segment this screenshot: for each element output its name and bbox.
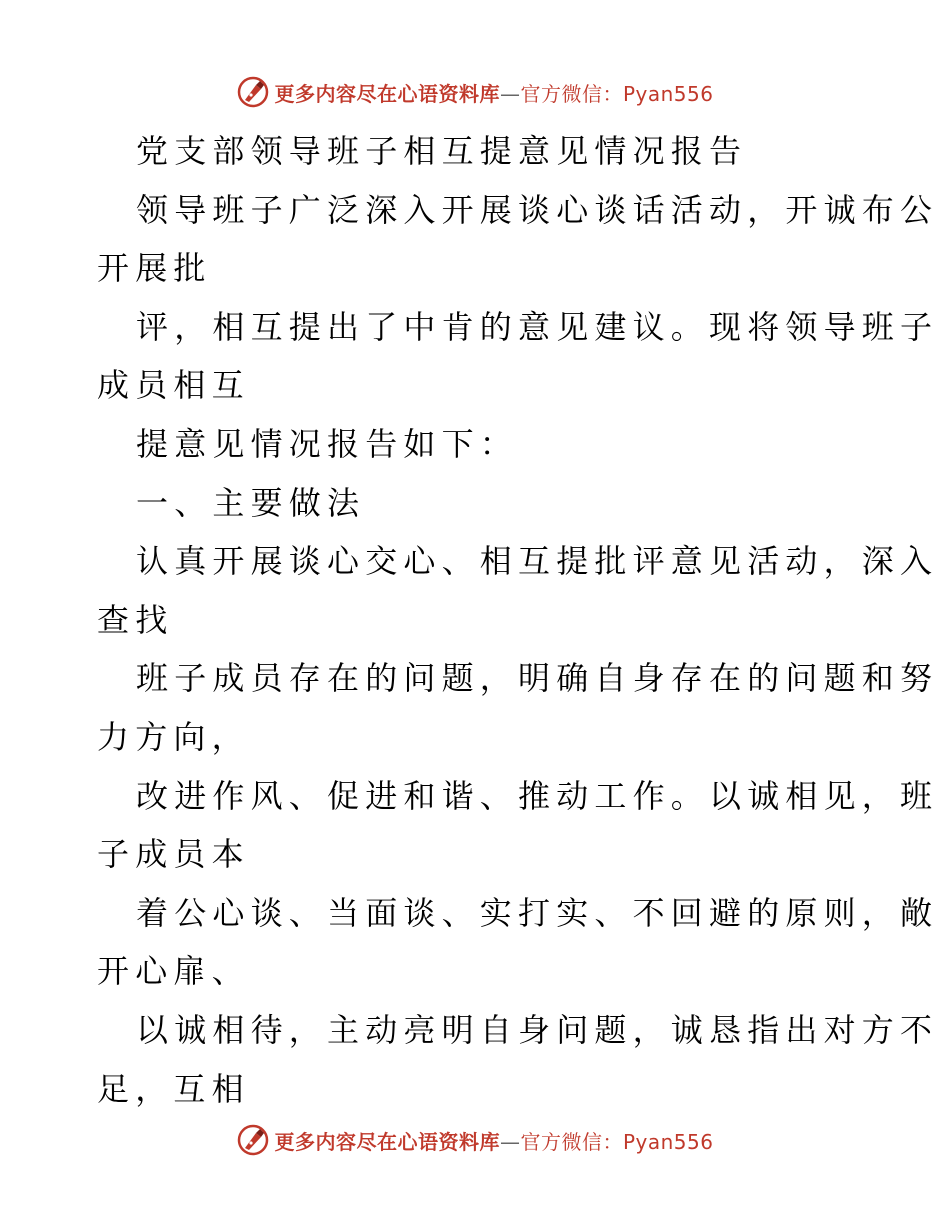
watermark-text — [274, 78, 713, 107]
text-line: 改进作风、促进和谐、推动工作。以诚相见，班 — [136, 776, 939, 815]
text-line: 力方向， — [97, 717, 250, 756]
watermark-main-text: 更多内容尽在心语资料库 — [274, 1129, 500, 1154]
text-line: 领导班子广泛深入开展谈心谈话活动，开诚布公 — [136, 190, 939, 229]
watermark-text — [274, 1126, 713, 1155]
section-heading: 一、主要做法 — [136, 483, 366, 522]
pen-nib-logo-icon — [236, 75, 270, 109]
text-line: 班子成员存在的问题，明确自身存在的问题和努 — [136, 659, 939, 698]
document-title: 党支部领导班子相互提意见情况报告 — [136, 132, 748, 170]
watermark-separator: — — [499, 81, 521, 106]
pen-nib-logo-icon — [236, 1123, 270, 1157]
watermark-main-text: 更多内容尽在心语资料库 — [274, 81, 500, 106]
document-body — [97, 122, 939, 1118]
text-line: 着公心谈、当面谈、实打实、不回避的原则，敞 — [136, 893, 939, 932]
text-line: 以诚相待，主动亮明自身问题，诚恳指出对方不 — [136, 1010, 939, 1049]
text-line: 开展批 — [97, 249, 212, 288]
text-line: 认真开展谈心交心、相互提批评意见活动，深入 — [136, 542, 939, 581]
text-line: 提意见情况报告如下： — [136, 424, 519, 463]
watermark-separator: — — [499, 1129, 521, 1154]
watermark-wechat-text: 官方微信：Pyan556 — [520, 1129, 714, 1154]
footer-watermark-banner — [0, 1120, 950, 1160]
text-line: 开心扉、 — [97, 952, 250, 991]
watermark-wechat-text: 官方微信：Pyan556 — [520, 81, 714, 106]
text-line: 足，互相 — [97, 1069, 250, 1108]
text-line: 评，相互提出了中肯的意见建议。现将领导班子 — [136, 307, 939, 346]
header-watermark-banner — [0, 72, 950, 112]
text-line: 成员相互 — [97, 366, 250, 405]
text-line: 查找 — [97, 600, 174, 639]
text-line: 子成员本 — [97, 835, 250, 874]
